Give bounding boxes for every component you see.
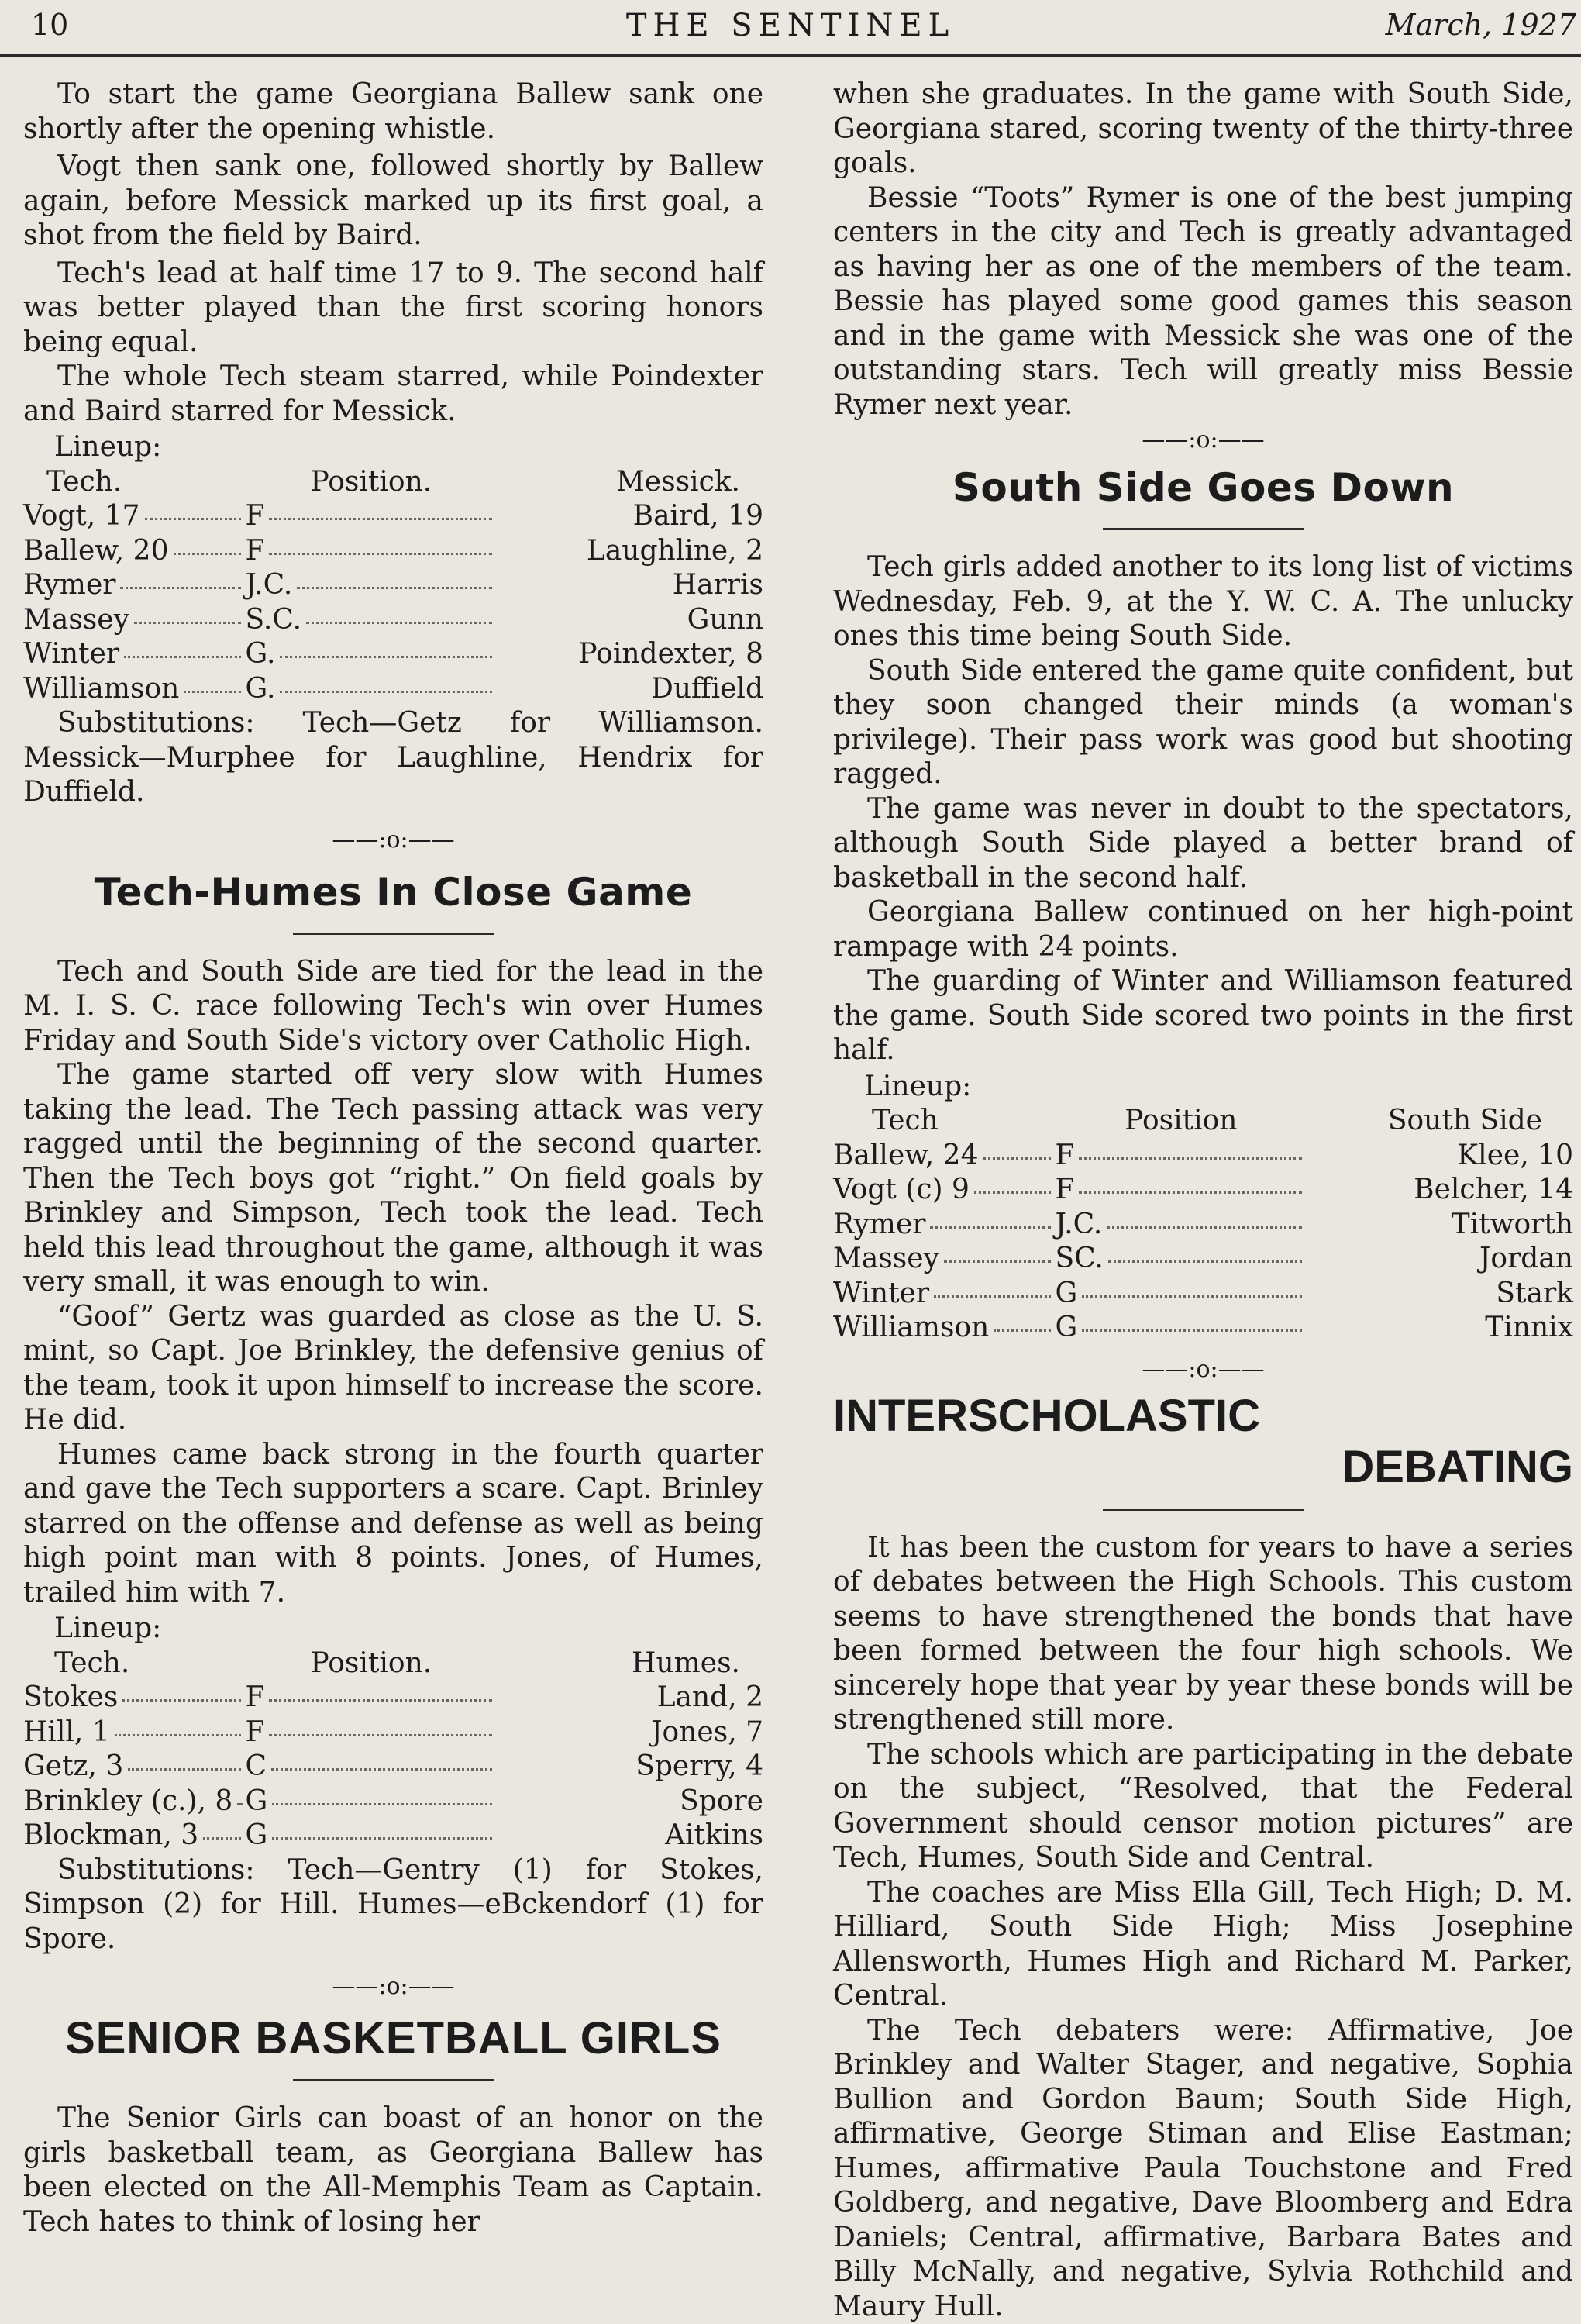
- lineup-player: Rymer: [833, 1208, 925, 1243]
- lineup-table: [833, 1104, 1573, 1346]
- lineup-row: [833, 1139, 1573, 1174]
- lineup-row: [23, 499, 763, 534]
- lineup-player: Jordan: [1479, 1242, 1573, 1277]
- lineup-row: [833, 1173, 1573, 1208]
- lineup-row: [23, 1681, 763, 1715]
- lineup-player: Vogt, 17: [23, 499, 140, 534]
- lineup-header: Position.: [246, 465, 498, 500]
- lineup-player: Belcher, 14: [1414, 1173, 1573, 1208]
- paragraph: The Tech debaters were: Affirmative, Joe Brinkley and Walter Stager, and negative, Sophia Bullion and Gordon Baum; South Side High, affirmative, George Stiman and Elise Eastman; Humes, affirmative Paula Touchstone and Fred Goldberg, and negative, Dave Bloomberg and Edra Daniels; Central, affirmative, Barbara Bates and Billy McNally, and negative, Sylvia Rothchild and Maury Hull.: [833, 2014, 1573, 2324]
- lineup-player: Stokes: [23, 1681, 118, 1715]
- paragraph: Georgiana Ballew continued on her high-point rampage with 24 points.: [833, 895, 1573, 964]
- lineup-position: F: [246, 1681, 265, 1715]
- lineup-position: G.: [246, 637, 276, 672]
- lineup-header: Position.: [246, 1646, 498, 1681]
- lineup-player: Winter: [23, 637, 119, 672]
- lineup-position: G: [246, 1784, 268, 1819]
- lineup-position: G: [1056, 1311, 1078, 1346]
- heading-rule: [293, 2079, 494, 2081]
- lineup-label: Lineup:: [23, 430, 763, 465]
- article-heading: Tech-Humes In Close Game: [23, 869, 763, 915]
- lineup-player: Williamson: [833, 1311, 989, 1346]
- section-separator: [23, 827, 763, 853]
- lineup-player: Getz, 3: [23, 1750, 123, 1784]
- page-header: [0, 0, 1581, 57]
- substitutions: Substitutions: Tech—Gentry (1) for Stokes, Simpson (2) for Hill. Humes—eBckendorf (1) for Spore.: [23, 1853, 763, 1957]
- lineup-player: Winter: [833, 1277, 929, 1312]
- lineup-position: F: [246, 499, 265, 534]
- lineup-label: Lineup:: [23, 1612, 763, 1646]
- lineup-row: [23, 1819, 763, 1853]
- paragraph: Bessie “Toots” Rymer is one of the best jumping centers in the city and Tech is greatly advantaged as having her as one of the members of the team. Bessie has played some good games this season and in the game with Messick she was one of the outstanding stars. Tech will greatly miss Bessie Rymer next year.: [833, 181, 1573, 423]
- lineup-player: Vogt (c) 9: [833, 1173, 970, 1208]
- lineup-row: [23, 568, 763, 603]
- lineup-row: [833, 1311, 1573, 1346]
- lineup-player: Hill, 1: [23, 1715, 110, 1750]
- section-separator: [23, 1974, 763, 2000]
- lineup-row: [23, 1784, 763, 1819]
- lineup-position: J.C.: [1056, 1208, 1103, 1243]
- paragraph: The guarding of Winter and Williamson featured the game. South Side scored two points in the first half.: [833, 964, 1573, 1068]
- lineup-player: Rymer: [23, 568, 115, 603]
- lineup-row: [23, 534, 763, 569]
- lineup-player: Williamson: [23, 672, 179, 707]
- paragraph: “Goof” Gertz was guarded as close as the U. S. mint, so Capt. Joe Brinkley, the defensive genius of the team, took it upon himself to increase the score. He did.: [23, 1300, 763, 1438]
- paragraph: The whole Tech steam starred, while Poindexter and Baird starred for Messick.: [23, 360, 763, 429]
- lineup-position: F: [1056, 1173, 1075, 1208]
- lineup-row: [833, 1277, 1573, 1312]
- lineup-header: South Side: [1307, 1104, 1573, 1139]
- lineup-player: Laughline, 2: [587, 534, 763, 569]
- lineup-header: Tech.: [23, 465, 246, 500]
- paragraph: Tech and South Side are tied for the lead in the M. I. S. C. race following Tech's win over Humes Friday and South Side's victory over Catholic High.: [23, 955, 763, 1059]
- lineup-player: Tinnix: [1485, 1311, 1573, 1346]
- lineup-table: [23, 465, 763, 707]
- left-column: [23, 78, 763, 2240]
- lineup-player: Duffield: [651, 672, 763, 707]
- lineup-label: Lineup:: [833, 1070, 1573, 1105]
- paragraph: The coaches are Miss Ella Gill, Tech High; D. M. Hilliard, South Side High; Miss Josephine Allensworth, Humes High and Richard M. Parker, Central.: [833, 1876, 1573, 2014]
- lineup-header: Position: [1056, 1104, 1307, 1139]
- issue-date: March, 1927: [1386, 8, 1576, 42]
- lineup-header-row: [23, 465, 763, 500]
- lineup-player: Brinkley (c.), 8: [23, 1784, 232, 1819]
- section-separator: [833, 427, 1573, 453]
- lineup-player: Massey: [23, 603, 129, 638]
- lineup-player: Land, 2: [657, 1681, 763, 1715]
- paragraph: The schools which are participating in the debate on the subject, “Resolved, that the Federal Government should censor motion pictures” are Tech, Humes, South Side and Central.: [833, 1738, 1573, 1876]
- paragraph: Tech's lead at half time 17 to 9. The second half was better played than the first scoring honors being equal.: [23, 257, 763, 360]
- article-heading: SENIOR BASKETBALL GIRLS: [23, 2015, 763, 2062]
- paragraph: Humes came back strong in the fourth quarter and gave the Tech supporters a scare. Capt. Brinley starred on the offense and defense as well as being high point man with 8 points. Jones, of Humes, trailed him with 7.: [23, 1438, 763, 1611]
- lineup-header: Tech.: [23, 1646, 246, 1681]
- lineup-position: J.C.: [246, 568, 293, 603]
- separator-mark: ——:o:——: [1142, 1357, 1264, 1383]
- lineup-row: [23, 603, 763, 638]
- lineup-player: Stark: [1496, 1277, 1573, 1312]
- lineup-position: F: [1056, 1139, 1075, 1174]
- lineup-position: G: [246, 1819, 268, 1853]
- heading-rule: [293, 933, 494, 935]
- lineup-position: S.C.: [246, 603, 302, 638]
- lineup-player: Ballew, 20: [23, 534, 169, 569]
- paragraph: The game was never in doubt to the spectators, although South Side played a better brand of basketball in the second half.: [833, 792, 1573, 896]
- lineup-player: Titworth: [1452, 1208, 1573, 1243]
- lineup-row: [833, 1208, 1573, 1243]
- paragraph: The game started off very slow with Humes taking the lead. The Tech passing attack was very ragged until the beginning of the second quarter. Then the Tech boys got “right.” On field goals by Brinkley and Simpson, Tech took the lead. Tech held this lead throughout the game, although it was very small, it was enough to win.: [23, 1058, 763, 1300]
- paragraph: when she graduates. In the game with South Side, Georgiana stared, scoring twenty of the thirty-three goals.: [833, 78, 1573, 181]
- lineup-player: Blockman, 3: [23, 1819, 198, 1853]
- lineup-header-row: [23, 1646, 763, 1681]
- lineup-row: [833, 1242, 1573, 1277]
- lineup-position: F: [246, 534, 265, 569]
- page-number: 10: [31, 8, 68, 42]
- lineup-player: Harris: [673, 568, 763, 603]
- lineup-row: [23, 1750, 763, 1784]
- lineup-header-row: [833, 1104, 1573, 1139]
- lineup-player: Klee, 10: [1457, 1139, 1573, 1174]
- right-column: [833, 78, 1573, 2324]
- lineup-player: Ballew, 24: [833, 1139, 979, 1174]
- heading-rule: [1103, 528, 1304, 530]
- lineup-row: [23, 637, 763, 672]
- paragraph: The Senior Girls can boast of an honor on the girls basketball team, as Georgiana Ballew has been elected on the All-Memphis Team as Captain. Tech hates to think of losing her: [23, 2102, 763, 2240]
- lineup-position: C: [246, 1750, 267, 1784]
- lineup-player: Massey: [833, 1242, 939, 1277]
- lineup-header: Humes.: [497, 1646, 763, 1681]
- lineup-position: G.: [246, 672, 276, 707]
- lineup-header: Messick.: [497, 465, 763, 500]
- lineup-player: Poindexter, 8: [578, 637, 763, 672]
- article-heading: INTERSCHOLASTIC: [833, 1391, 1573, 1442]
- lineup-position: SC.: [1056, 1242, 1104, 1277]
- lineup-player: Jones, 7: [651, 1715, 763, 1750]
- lineup-player: Aitkins: [665, 1819, 763, 1853]
- paragraph: It has been the custom for years to have a series of debates between the High Schools. This custom seems to have strengthened the bonds that have been formed between the four high schools. We sincerely hope that year by year these bonds will be strengthened still more.: [833, 1531, 1573, 1738]
- heading-rule: [1103, 1509, 1304, 1511]
- lineup-player: Spore: [680, 1784, 763, 1819]
- paragraph: Tech girls added another to its long list of victims Wednesday, Feb. 9, at the Y. W. C. A. The unlucky ones this time being South Side.: [833, 550, 1573, 654]
- separator-mark: ——:o:——: [332, 827, 454, 853]
- lineup-position: G: [1056, 1277, 1078, 1312]
- separator-mark: ——:o:——: [1142, 427, 1264, 453]
- article-heading: South Side Goes Down: [833, 464, 1573, 511]
- publication-title: THE SENTINEL: [0, 8, 1581, 43]
- paragraph: South Side entered the game quite confident, but they soon changed their minds (a woman's privilege). Their pass work was good but shooting ragged.: [833, 654, 1573, 792]
- lineup-table: [23, 1646, 763, 1853]
- lineup-player: Gunn: [687, 603, 763, 638]
- lineup-header: Tech: [833, 1104, 1056, 1139]
- lineup-row: [23, 1715, 763, 1750]
- separator-mark: ——:o:——: [332, 1974, 454, 2000]
- section-separator: [833, 1357, 1573, 1383]
- paragraph: To start the game Georgiana Ballew sank one shortly after the opening whistle.: [23, 78, 763, 147]
- lineup-position: F: [246, 1715, 265, 1750]
- substitutions: Substitutions: Tech—Getz for Williamson. Messick—Murphee for Laughline, Hendrix for Duffield.: [23, 706, 763, 810]
- article-heading-continued: DEBATING: [833, 1442, 1573, 1493]
- lineup-row: [23, 672, 763, 707]
- lineup-player: Baird, 19: [633, 499, 763, 534]
- lineup-player: Sperry, 4: [636, 1750, 763, 1784]
- paragraph: Vogt then sank one, followed shortly by Ballew again, before Messick marked up its first goal, a shot from the field by Baird.: [23, 150, 763, 253]
